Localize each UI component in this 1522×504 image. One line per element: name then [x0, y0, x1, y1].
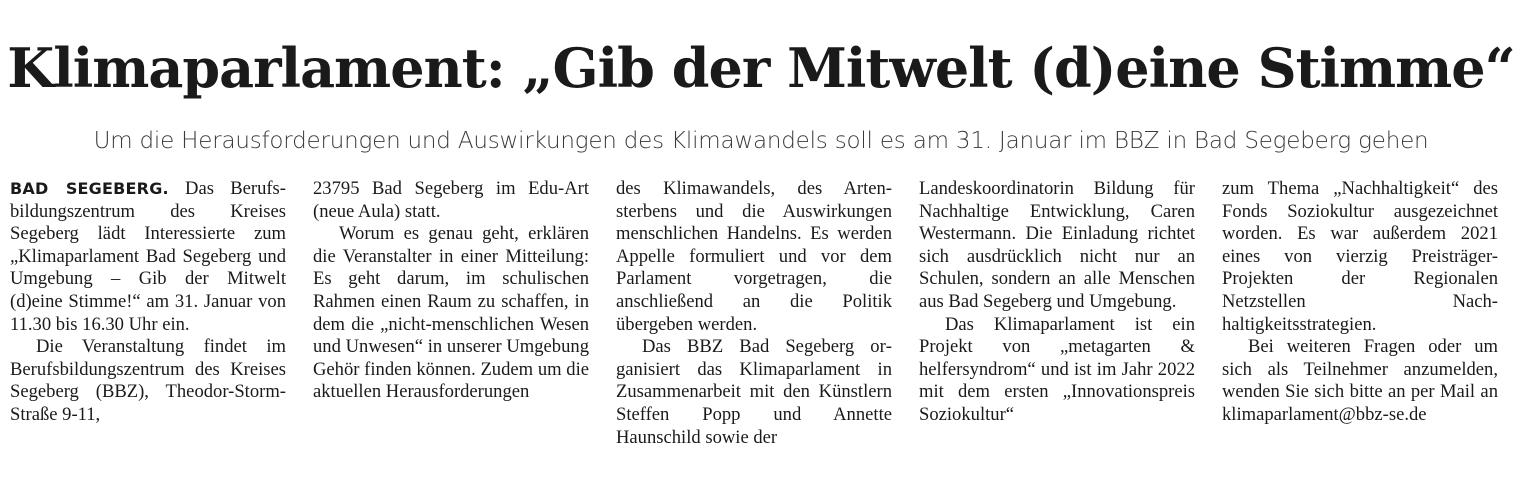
paragraph: Die Veranstaltung findet im Berufsbildungszentrum des Kreises Segeberg (BBZ), Theodor-Storm-Straße 9-11, — [10, 336, 286, 425]
paragraph: Bei weiteren Fragen oder um sich als Teilnehmer anzumelden, wenden Sie sich bitte an per Mail an klimaparlament@bbz-se.de — [1222, 336, 1498, 425]
text-column-4 — [919, 178, 1195, 449]
paragraph-text: Das Berufsbildungszentrum des Kreises Segeberg lädt Interessierte zum „Klimaparlament Bad Segeberg und Umgebung – Gib der Mitwelt (d)eine Stimme!“ am 31. Januar von 11.30 bis 16.30 Uhr ein. — [10, 178, 286, 335]
dateline: BAD SEGEBERG. — [10, 179, 169, 198]
text-column-5 — [1222, 178, 1498, 449]
article-body — [10, 178, 1498, 449]
paragraph: zum Thema „Nachhaltigkeit“ des Fonds Soziokultur ausgezeichnet worden. Es war außerdem 2021 eines von vierzig Preisträger-Projekten der Regionalen Netzstellen Nachhaltigkeitsstrategien. — [1222, 178, 1498, 335]
text-column-1 — [10, 178, 286, 449]
text-column-2 — [313, 178, 589, 449]
paragraph: 23795 Bad Segeberg im Edu-Art (neue Aula) statt. — [313, 178, 589, 222]
paragraph: Das BBZ Bad Segeberg organisiert das Klimaparlament in Zusammenarbeit mit den Künstlern Steffen Popp und Annette Haunschild sowie der — [616, 336, 892, 448]
paragraph: des Klimawandels, des Artensterbens und die Auswirkungen menschlichen Handelns. Es werden Appelle formuliert und vor dem Parlament vorgetragen, die anschließend an die Politik übergeben werden. — [616, 178, 892, 335]
paragraph: Landeskoordinatorin Bildung für Nachhaltige Entwicklung, Caren Westermann. Die Einladung richtet sich ausdrücklich nicht nur an Schulen, sondern an alle Menschen aus Bad Segeberg und Umgebung. — [919, 178, 1195, 312]
article-subheadline: Um die Herausforderungen und Auswirkungen des Klimawandels soll es am 31. Januar im BBZ in Bad Segeberg gehen — [93, 128, 1429, 154]
paragraph — [10, 178, 286, 336]
paragraph: Das Klimaparlament ist ein Projekt von „metagarten & helfersyndrom“ und ist im Jahr 2022 mit dem ersten „Innovationspreis Soziokultur“ — [919, 313, 1195, 425]
paragraph: Worum es genau geht, erklären die Veranstalter in einer Mitteilung: Es geht darum, im schulischen Rahmen einen Raum zu schaffen, in dem die „nicht-menschlichen Wesen und Unwesen“ in unserer Umgebung Gehör finden können. Zudem um die aktuellen Herausforderungen — [313, 223, 589, 403]
text-column-3 — [616, 178, 892, 449]
article-headline: Klimaparlament: „Gib der Mitwelt (d)eine Stimme“ — [7, 36, 1515, 100]
